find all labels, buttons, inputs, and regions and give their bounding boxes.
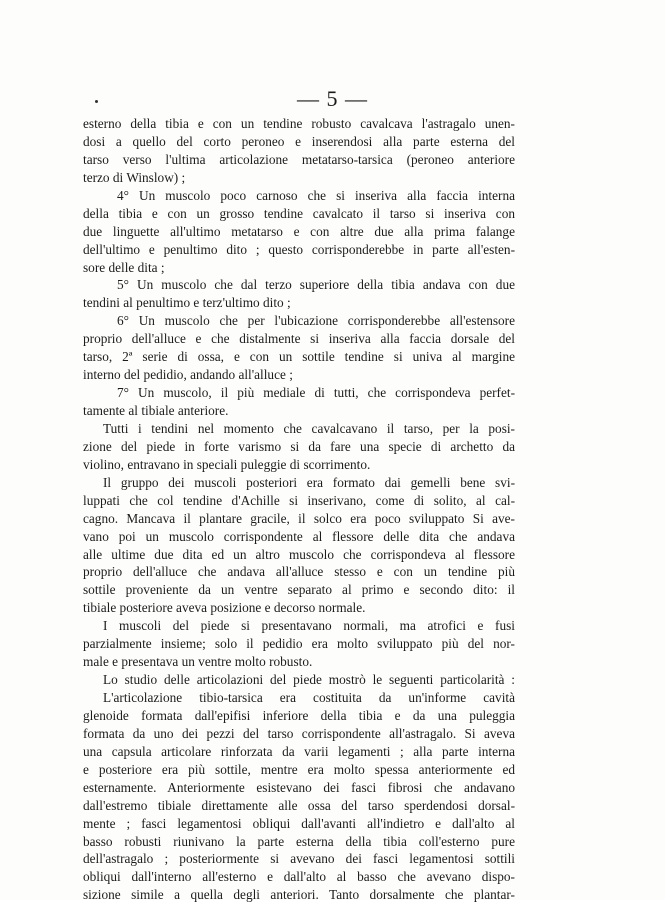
page-number: — 5 — (297, 86, 368, 111)
text-line: vano poi un muscolo corrispondente al flessore delle dita che andava (83, 528, 515, 544)
text-line: della tibia e con un grosso tendine cavalcato il tarso si inseriva con (83, 205, 515, 221)
text-line: luppati che col tendine d'Achille si inserivano, come di solito, al cal- (83, 492, 515, 508)
text-line: terzo di Winslow) ; (83, 169, 186, 185)
text-line: Tutti i tendini nel momento che cavalcavano il tarso, per la posi- (103, 420, 515, 436)
text-line: I muscoli del piede si presentavano normali, ma atrofici e fusi (103, 618, 515, 634)
text-line: 4° Un muscolo poco carnoso che si inseriva alla faccia interna (117, 187, 515, 203)
text-line: alle ultime due dita ed un altro muscolo che corrispondeva al flessore (83, 546, 515, 562)
text-line: dell'astragalo ; posteriormente si avevano dei fasci legamentosi sottili (83, 851, 515, 867)
text-line: 5° Un muscolo che dal terzo superiore della tibia andava con due (117, 277, 515, 293)
text-line: esternamente. Anteriormente esistevano dei fasci fibrosi che andavano (83, 779, 515, 795)
text-line: una capsula articolare rinforzata da varii legamenti ; alla parte interna (83, 743, 515, 759)
text-line: sizione simile a quella degli anteriori. Tanto dorsalmente che plantar- (83, 887, 515, 903)
text-line: tibiale posteriore aveva posizione e decorso normale. (83, 600, 366, 616)
text-line: parzialmente insieme; solo il pedidio era molto sviluppato più del nor- (83, 636, 515, 652)
text-line: 6° Un muscolo che per l'ubicazione corrisponderebbe all'estensore (117, 313, 515, 329)
text-line: dosi a quello del corto peroneo e inserendosi alla parte esterna del (83, 133, 515, 149)
text-line: Il gruppo dei muscoli posteriori era formato dai gemelli bene svi- (103, 474, 515, 490)
text-line: sottile proveniente da un ventre separato al primo e secondo dito: il (83, 582, 515, 598)
text-line: tendini al penultimo e terz'ultimo dito ; (83, 295, 291, 311)
text-line: proprio dell'alluce e che distalmente si inseriva alla faccia dorsale del (83, 331, 515, 347)
text-line: esterno della tibia e con un tendine robusto cavalcava l'astragalo unen- (83, 116, 515, 131)
text-line: basso robusti riunivano la parte esterna della tibia coll'esterno pure (83, 833, 515, 849)
text-line: due linguette all'ultimo metatarso e con altre due alla prima falange (83, 223, 515, 239)
text-line: zione del piede in forte varismo si da fare una specie di archetto da (83, 438, 515, 454)
text-line: e posteriore era più sottile, mentre era molto spessa anteriormente ed (83, 761, 515, 777)
text-line: L'articolazione tibio-tarsica era costituita da un'informe cavità (103, 690, 515, 705)
text-line: tarso verso l'ultima articolazione metatarso-tarsica (peroneo anteriore (83, 151, 515, 167)
body-text (83, 115, 515, 904)
text-line: proprio dell'alluce che andava all'alluce stesso e con un tendine più (83, 564, 515, 580)
text-line: male e presentava un ventre molto robusto. (83, 654, 313, 670)
text-line: glenoide formata dall'epifisi inferiore della tibia e da una puleggia (83, 707, 515, 723)
text-line: violino, entravano in speciali puleggie di scorrimento. (83, 456, 371, 472)
text-line: dall'estremo tibiale direttamente alle ossa del tarso sperdendosi dorsal- (83, 797, 515, 813)
text-line: interno del pedidio, andando all'alluce ; (83, 367, 293, 383)
text-line: 7° Un muscolo, il più mediale di tutti, che corrispondeva perfet- (117, 385, 515, 401)
text-line: tamente al tibiale anteriore. (83, 403, 229, 418)
text-line: mente ; fasci legamentosi obliqui dall'avanti all'indietro e dall'alto al (83, 815, 515, 831)
text-line: Lo studio delle articolazioni del piede mostrò le seguenti particolarità : (103, 672, 515, 688)
text-line: tarso, 2ª serie di ossa, e con un sottile tendine si univa al margine (83, 349, 515, 365)
text-line: dell'ultimo e penultimo dito ; questo corrisponderebbe in parte all'esten- (83, 241, 515, 257)
text-line: obliqui dall'interno all'esterno e dall'alto al basso che avevano dispo- (83, 869, 515, 885)
text-line: sore delle dita ; (83, 259, 165, 275)
text-line: cagno. Mancava il plantare gracile, il solco era poco sviluppato Si ave- (83, 510, 515, 526)
text-line: formata da uno dei pezzi del tarso corrispondente all'astragalo. Si aveva (83, 725, 515, 741)
